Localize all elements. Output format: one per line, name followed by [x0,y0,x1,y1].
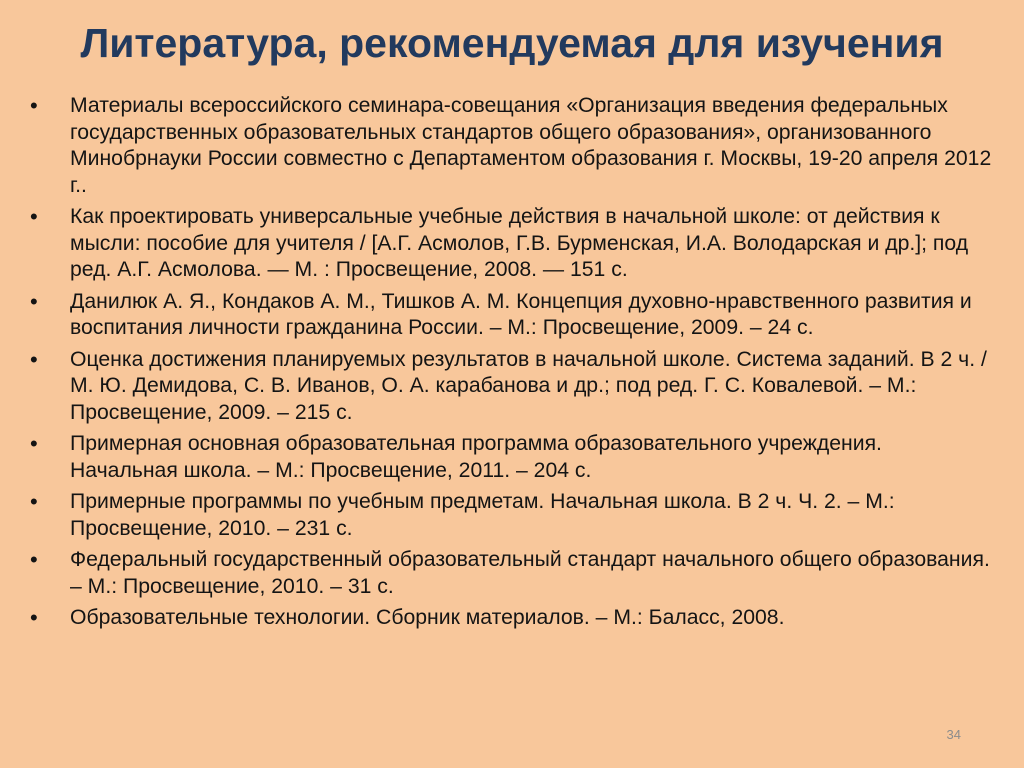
literature-list [30,93,995,637]
list-item-text: Федеральный государственный образовательный стандарт начального общего образования. – М.: Просвещение, 2010. – 31 с. [70,548,990,598]
slide-title: Литература, рекомендуемая для изучения [80,20,944,66]
bullet-dot-icon: • [30,204,38,229]
bullet-dot-icon: • [30,288,38,314]
list-item [30,605,995,632]
list-item-text: Примерные программы по учебным предметам. Начальная школа. В 2 ч. Ч. 2. – М.: Просвещение, 2010. – 231 с. [70,490,895,540]
bullet-dot-icon: • [30,547,38,572]
bullet-dot-icon: • [30,431,38,456]
bullet-dot-icon: • [30,605,38,630]
bullet-dot-icon: • [30,346,38,372]
list-item-text: Примерная основная образовательная программа образовательного учреждения. Начальная школа. – М.: Просвещение, 2011. – 204 с. [70,432,882,482]
list-item [30,431,995,484]
list-item [30,204,995,284]
bullet-dot-icon: • [30,489,38,514]
page-number: 34 [946,727,961,742]
list-item-text: Данилюк А. Я., Кондаков А. М., Тишков А. М. Концепция духовно-нравственного развития и воспитания личности гражданина России. – М.: Просвещение, 2009. – 24 с. [70,289,972,339]
list-item-text: Образовательные технологии. Сборник материалов. – М.: Баласс, 2008. [70,606,785,629]
list-item-text: Оценка достижения планируемых результатов в начальной школе. Система заданий. В 2 ч. / М. Ю. Демидова, С. В. Иванов, О. А. карабанова и др.; под ред. Г. С. Ковалевой. – М.: Просвещение, 2009. – 215 с. [70,347,987,424]
list-item [30,489,995,542]
list-item [30,93,995,199]
list-item [30,547,995,600]
list-item-text: Как проектировать универсальные учебные действия в начальной школе: от действия к мысли: пособие для учителя / [А.Г. Асмолов, Г.В. Бурменская, И.А. Володарская и др.]; под ред. А.Г. Асмолова. — М. : Просвещение, 2008. — 151 с. [70,205,969,281]
list-item [30,289,995,342]
list-item-text: Материалы всероссийского семинара-совещания «Организация введения федеральных государственных образовательных стандартов общего образования», организованного Минобрнауки России совместно с Департаментом образования г. Москвы, 19-20 апреля 2012 г.. [70,94,992,197]
list-item [30,347,995,427]
bullet-dot-icon: • [30,93,38,118]
